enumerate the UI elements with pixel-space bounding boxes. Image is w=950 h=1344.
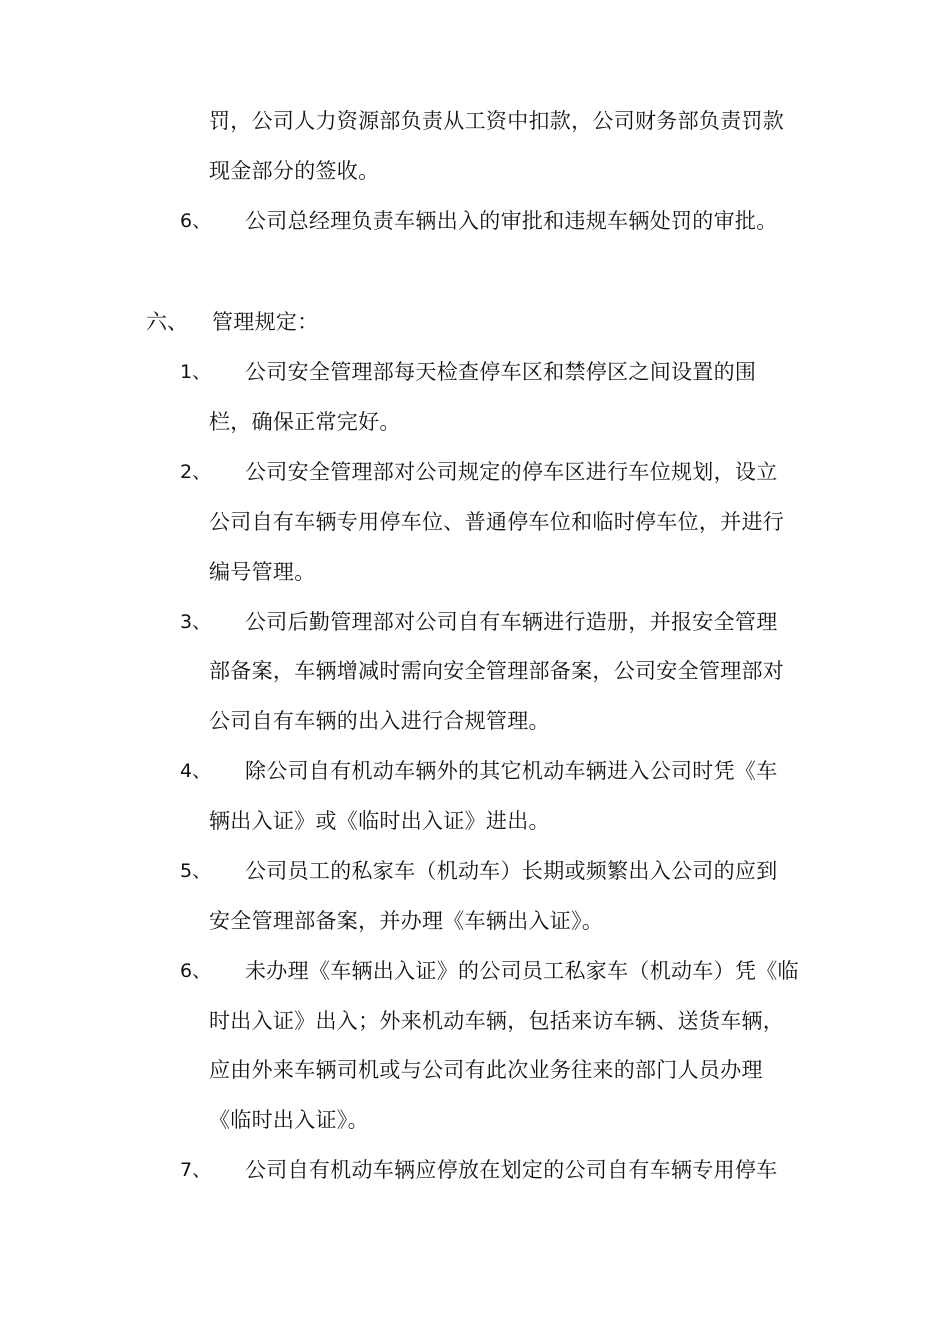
list-item-number: 1、: [180, 361, 212, 383]
paragraph-line: 公司后勤管理部对公司自有车辆进行造册，并报安全管理: [245, 610, 778, 634]
list-item-number: 7、: [180, 1159, 212, 1181]
list-item-number: 2、: [180, 461, 212, 483]
paragraph-line: 除公司自有机动车辆外的其它机动车辆进入公司时凭《车: [245, 759, 778, 783]
paragraph-line: 编号管理。: [209, 560, 316, 584]
paragraph-line: 公司员工的私家车（机动车）长期或频繁出入公司的应到: [245, 859, 778, 883]
paragraph-line: 公司总经理负责车辆出入的审批和违规车辆处罚的审批。: [245, 209, 778, 233]
paragraph-line: 公司自有车辆的出入进行合规管理。: [209, 709, 550, 733]
paragraph-line: 未办理《车辆出入证》的公司员工私家车（机动车）凭《临: [245, 959, 799, 983]
list-item-number: 6、: [180, 210, 212, 232]
paragraph-line: 现金部分的签收。: [209, 159, 380, 183]
list-item-number: 3、: [180, 611, 212, 633]
paragraph-line: 时出入证》出入；外来机动车辆，包括来访车辆、送货车辆，: [209, 1009, 785, 1033]
section-title: 管理规定：: [212, 310, 319, 334]
paragraph-line: 栏，确保正常完好。: [209, 410, 401, 434]
list-item-number: 5、: [180, 860, 212, 882]
paragraph-line: 公司安全管理部对公司规定的停车区进行车位规划，设立: [245, 460, 778, 484]
paragraph-line: 公司安全管理部每天检查停车区和禁停区之间设置的围: [245, 360, 757, 384]
paragraph-line: 部备案，车辆增减时需向安全管理部备案，公司安全管理部对: [209, 659, 785, 683]
paragraph-line: 罚，公司人力资源部负责从工资中扣款，公司财务部负责罚款: [209, 109, 785, 133]
paragraph-line: 应由外来车辆司机或与公司有此次业务往来的部门人员办理: [209, 1058, 763, 1082]
paragraph-line: 《临时出入证》。: [209, 1108, 369, 1132]
section-number: 六、: [146, 310, 188, 334]
list-item-number: 6、: [180, 960, 212, 982]
paragraph-line: 公司自有车辆专用停车位、普通停车位和临时停车位，并进行: [209, 510, 785, 534]
paragraph-line: 公司自有机动车辆应停放在划定的公司自有车辆专用停车: [245, 1158, 778, 1182]
list-item-number: 4、: [180, 760, 212, 782]
paragraph-line: 安全管理部备案，并办理《车辆出入证》。: [209, 909, 604, 933]
paragraph-line: 辆出入证》或《临时出入证》进出。: [209, 809, 550, 833]
